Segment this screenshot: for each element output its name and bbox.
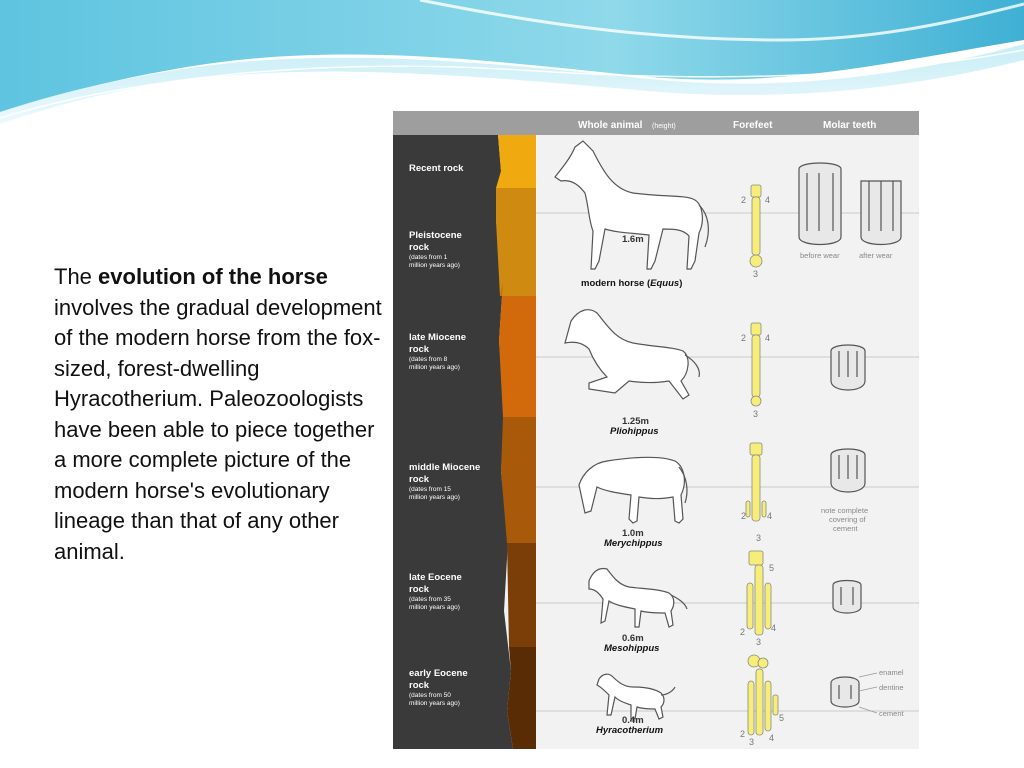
molar-merychippus — [831, 449, 865, 492]
rock-note-late-eocene-1: (dates from 35 — [409, 596, 451, 603]
molar-mesohippus — [833, 581, 861, 614]
rock-label-late-eocene-1: late Eocene — [409, 572, 462, 583]
label-before-wear: before wear — [800, 251, 840, 260]
height-merychippus: 1.0m — [622, 528, 644, 539]
stratum-early-eocene — [507, 647, 536, 749]
label-cement: cement — [879, 709, 904, 718]
horse-hyracotherium-drawing — [597, 674, 675, 719]
toe-label-merychippus-2: 2 — [741, 511, 747, 521]
rock-label-late-eocene-2: rock — [409, 584, 430, 595]
slide-body-text — [54, 262, 384, 567]
molar-label-leaders — [859, 673, 877, 713]
header-height-note: (height) — [652, 123, 676, 130]
forefoot-mesohippus — [747, 551, 771, 635]
height-pliohippus: 1.25m — [622, 416, 649, 427]
name-equus: modern horse (Equus) — [581, 278, 683, 289]
horse-merychippus-drawing — [579, 457, 687, 523]
stratum-pleistocene — [496, 188, 536, 296]
horse-equus-drawing — [555, 141, 708, 269]
label-note-line1: note complete — [821, 506, 869, 515]
toe-label-hyracotherium-3: 3 — [749, 737, 755, 747]
name-mesohippus: Mesohippus — [604, 643, 660, 654]
toe-label-mesohippus-5: 5 — [769, 563, 775, 573]
toe-label-merychippus-4: 4 — [767, 511, 773, 521]
rock-column — [393, 135, 513, 749]
toe-label-pliohippus-3: 3 — [753, 409, 759, 419]
label-note-line3: cement — [833, 524, 858, 533]
label-enamel: enamel — [879, 668, 904, 677]
molar-pliohippus — [831, 345, 865, 390]
rock-label-early-eocene-1: early Eocene — [409, 668, 468, 679]
rock-note-middle-miocene-2: million years ago) — [409, 494, 460, 501]
toe-label-mesohippus-3: 3 — [756, 637, 762, 647]
label-note-line2: covering of — [829, 515, 866, 524]
molar-hyracotherium — [831, 677, 859, 707]
rock-label-recent: Recent rock — [409, 163, 464, 174]
toe-label-equus-2: 2 — [741, 195, 747, 205]
name-hyracotherium: Hyracotherium — [596, 725, 664, 736]
rock-label-early-eocene-2: rock — [409, 680, 430, 691]
stratum-middle-miocene — [501, 417, 536, 543]
horse-pliohippus-drawing — [565, 310, 699, 399]
header-molar-teeth: Molar teeth — [823, 120, 877, 131]
label-after-wear: after wear — [859, 251, 893, 260]
name-merychippus: Merychippus — [604, 538, 663, 549]
rock-note-late-miocene-2: million years ago) — [409, 364, 460, 371]
toe-label-equus-4: 4 — [765, 195, 771, 205]
forefoot-equus — [750, 185, 762, 267]
text-lead: The — [54, 264, 99, 289]
text-rest: involves the gradual development of the modern horse from the fox-sized, forest-dwelling Hyracotherium. Paleozoologists have been able to piece together a more complete picture of the modern horse's evolutionary lineage than that of any other animal. — [54, 294, 382, 564]
toe-label-pliohippus-2: 2 — [741, 333, 747, 343]
toe-label-merychippus-3: 3 — [756, 533, 762, 543]
height-hyracotherium: 0.4m — [622, 715, 644, 726]
rock-note-middle-miocene-1: (dates from 15 — [409, 486, 451, 493]
header-whole-animal: Whole animal — [578, 120, 643, 131]
name-pliohippus: Pliohippus — [610, 426, 659, 437]
forefoot-merychippus — [746, 443, 766, 521]
rock-note-pleistocene-2: million years ago) — [409, 262, 460, 269]
toe-label-equus-3: 3 — [753, 269, 759, 279]
forefoot-pliohippus — [751, 323, 761, 406]
rock-note-late-eocene-2: million years ago) — [409, 604, 460, 611]
toe-label-mesohippus-4: 4 — [771, 623, 777, 633]
rock-label-pleistocene-1: Pleistocene — [409, 230, 462, 241]
horse-mesohippus-drawing — [589, 569, 687, 628]
stratum-late-miocene — [499, 281, 536, 417]
height-mesohippus: 0.6m — [622, 633, 644, 644]
rock-note-early-eocene-1: (dates from 50 — [409, 692, 451, 699]
rock-note-early-eocene-2: million years ago) — [409, 700, 460, 707]
rock-label-middle-miocene-1: middle Miocene — [409, 462, 481, 473]
text-bold-term: evolution of the horse — [98, 264, 328, 289]
molar-equus-before-wear — [799, 163, 841, 245]
stratum-late-eocene — [507, 543, 536, 647]
rock-note-pleistocene-1: (dates from 1 — [409, 254, 448, 261]
rock-label-pleistocene-2: rock — [409, 242, 430, 253]
toe-label-hyracotherium-2: 2 — [740, 729, 746, 739]
toe-label-mesohippus-2: 2 — [740, 627, 746, 637]
rock-label-late-miocene-2: rock — [409, 344, 430, 355]
toe-label-hyracotherium-5: 5 — [779, 713, 785, 723]
rock-label-late-miocene-1: late Miocene — [409, 332, 467, 343]
toe-label-hyracotherium-4: 4 — [769, 733, 775, 743]
toe-label-pliohippus-4: 4 — [765, 333, 771, 343]
horse-evolution-figure — [393, 111, 919, 749]
label-dentine: dentine — [879, 683, 904, 692]
height-equus: 1.6m — [622, 234, 644, 245]
header-forefeet: Forefeet — [733, 120, 773, 131]
rock-label-middle-miocene-2: rock — [409, 474, 430, 485]
forefoot-hyracotherium — [748, 655, 778, 735]
rock-note-late-miocene-1: (dates from 8 — [409, 356, 448, 363]
molar-equus-after-wear — [861, 181, 901, 245]
stratum-recent — [496, 135, 536, 188]
